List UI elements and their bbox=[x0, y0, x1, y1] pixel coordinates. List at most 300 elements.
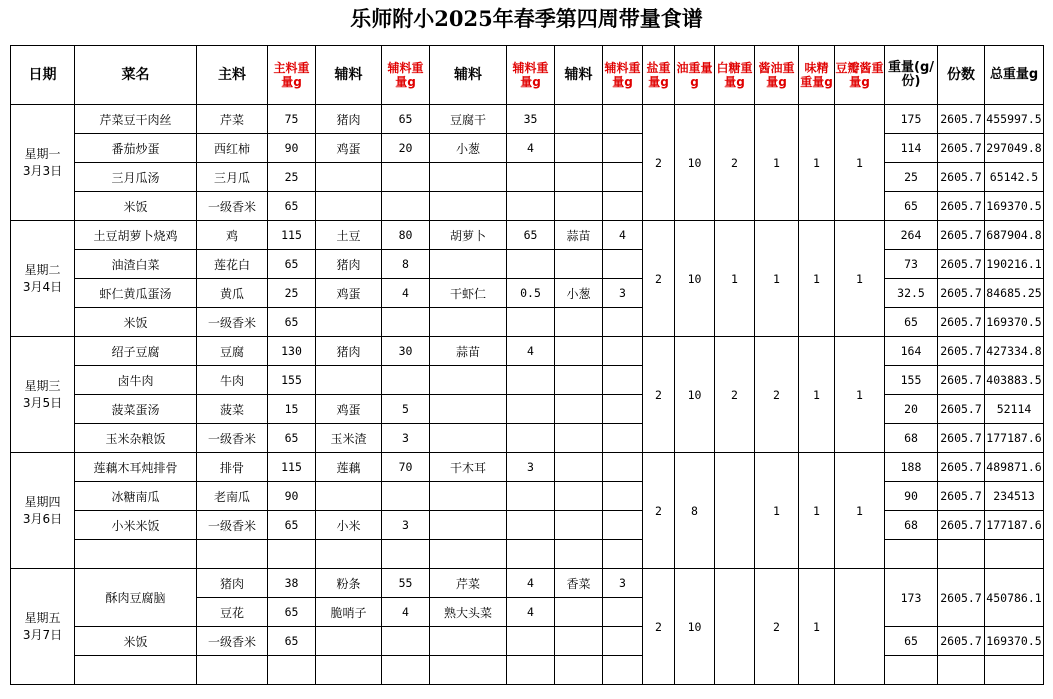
aux2-weight: 4 bbox=[507, 569, 555, 598]
aux1-ingredient bbox=[316, 366, 382, 395]
main-weight: 65 bbox=[268, 424, 316, 453]
aux2-weight bbox=[507, 395, 555, 424]
dish-name: 三月瓜汤 bbox=[75, 163, 197, 192]
aux2-ingredient bbox=[430, 511, 507, 540]
servings: 2605.7 bbox=[938, 424, 985, 453]
servings: 2605.7 bbox=[938, 134, 985, 163]
oil-weight: 10 bbox=[675, 221, 715, 337]
page-title: 乐师附小2025年春季第四周带量食谱 bbox=[350, 6, 703, 31]
aux1-weight: 8 bbox=[382, 250, 430, 279]
main-ingredient: 老南瓜 bbox=[197, 482, 268, 511]
aux1-ingredient bbox=[316, 540, 382, 569]
aux3-weight bbox=[603, 395, 643, 424]
sugar-weight bbox=[715, 453, 755, 569]
aux1-ingredient bbox=[316, 163, 382, 192]
total-weight: 177187.6 bbox=[985, 424, 1044, 453]
main-ingredient: 芹菜 bbox=[197, 105, 268, 134]
aux2-ingredient: 芹菜 bbox=[430, 569, 507, 598]
aux3-ingredient bbox=[555, 337, 603, 366]
aux1-weight: 3 bbox=[382, 511, 430, 540]
header-main: 主料 bbox=[197, 46, 268, 105]
aux2-weight: 4 bbox=[507, 337, 555, 366]
main-ingredient: 鸡 bbox=[197, 221, 268, 250]
header-soy: 酱油重量g bbox=[755, 46, 799, 105]
aux3-weight bbox=[603, 511, 643, 540]
aux3-ingredient bbox=[555, 482, 603, 511]
main-ingredient: 一级香米 bbox=[197, 192, 268, 221]
main-ingredient: 一级香米 bbox=[197, 511, 268, 540]
dish-name: 绍子豆腐 bbox=[75, 337, 197, 366]
aux3-ingredient bbox=[555, 366, 603, 395]
menu-table bbox=[10, 45, 1044, 685]
msg-weight: 1 bbox=[799, 337, 835, 453]
aux3-weight bbox=[603, 482, 643, 511]
aux1-ingredient bbox=[316, 308, 382, 337]
table-row bbox=[11, 279, 1044, 308]
servings: 2605.7 bbox=[938, 308, 985, 337]
aux3-ingredient bbox=[555, 163, 603, 192]
portion-weight: 155 bbox=[885, 366, 938, 395]
aux1-weight: 65 bbox=[382, 105, 430, 134]
header-dish: 菜名 bbox=[75, 46, 197, 105]
aux1-weight: 55 bbox=[382, 569, 430, 598]
msg-weight: 1 bbox=[799, 105, 835, 221]
servings: 2605.7 bbox=[938, 453, 985, 482]
main-weight bbox=[268, 540, 316, 569]
servings: 2605.7 bbox=[938, 221, 985, 250]
portion-weight: 73 bbox=[885, 250, 938, 279]
portion-weight: 68 bbox=[885, 511, 938, 540]
aux2-weight: 35 bbox=[507, 105, 555, 134]
sugar-weight: 2 bbox=[715, 105, 755, 221]
dish-name: 卤牛肉 bbox=[75, 366, 197, 395]
dish-name: 酥肉豆腐脑 bbox=[75, 569, 197, 627]
main-weight: 65 bbox=[268, 308, 316, 337]
total-weight: 169370.5 bbox=[985, 192, 1044, 221]
header-oil: 油重量g bbox=[675, 46, 715, 105]
table-row bbox=[11, 569, 1044, 598]
aux2-ingredient bbox=[430, 163, 507, 192]
servings: 2605.7 bbox=[938, 569, 985, 627]
aux2-ingredient bbox=[430, 250, 507, 279]
aux3-ingredient bbox=[555, 192, 603, 221]
aux2-weight: 65 bbox=[507, 221, 555, 250]
aux1-weight bbox=[382, 192, 430, 221]
aux2-weight bbox=[507, 627, 555, 656]
aux1-ingredient bbox=[316, 482, 382, 511]
aux2-weight bbox=[507, 163, 555, 192]
total-weight: 169370.5 bbox=[985, 627, 1044, 656]
aux2-weight: 4 bbox=[507, 598, 555, 627]
aux2-ingredient bbox=[430, 366, 507, 395]
aux2-weight bbox=[507, 192, 555, 221]
table-row bbox=[11, 308, 1044, 337]
day-cell bbox=[11, 569, 75, 685]
portion-weight: 175 bbox=[885, 105, 938, 134]
total-weight: 52114 bbox=[985, 395, 1044, 424]
aux2-ingredient bbox=[430, 395, 507, 424]
dish-name: 小米米饭 bbox=[75, 511, 197, 540]
portion-weight bbox=[885, 540, 938, 569]
soy-sauce-weight: 2 bbox=[755, 337, 799, 453]
main-weight: 90 bbox=[268, 482, 316, 511]
aux2-weight bbox=[507, 656, 555, 685]
aux3-ingredient bbox=[555, 250, 603, 279]
salt-weight: 2 bbox=[643, 569, 675, 685]
aux3-ingredient: 蒜苗 bbox=[555, 221, 603, 250]
aux2-ingredient bbox=[430, 308, 507, 337]
dish-name: 虾仁黄瓜蛋汤 bbox=[75, 279, 197, 308]
sugar-weight: 2 bbox=[715, 337, 755, 453]
total-weight: 489871.6 bbox=[985, 453, 1044, 482]
table-row bbox=[11, 453, 1044, 482]
aux2-weight bbox=[507, 250, 555, 279]
total-weight: 450786.1 bbox=[985, 569, 1044, 627]
aux3-weight bbox=[603, 337, 643, 366]
servings: 2605.7 bbox=[938, 395, 985, 424]
portion-weight: 20 bbox=[885, 395, 938, 424]
aux3-ingredient bbox=[555, 105, 603, 134]
portion-weight: 65 bbox=[885, 308, 938, 337]
salt-weight: 2 bbox=[643, 221, 675, 337]
main-ingredient: 黄瓜 bbox=[197, 279, 268, 308]
aux3-weight bbox=[603, 598, 643, 627]
servings: 2605.7 bbox=[938, 279, 985, 308]
aux3-weight bbox=[603, 163, 643, 192]
aux3-weight bbox=[603, 540, 643, 569]
aux3-ingredient bbox=[555, 627, 603, 656]
header-servings: 份数 bbox=[938, 46, 985, 105]
aux1-weight bbox=[382, 627, 430, 656]
header-weight: 重量(g/份) bbox=[885, 46, 938, 105]
aux2-ingredient bbox=[430, 482, 507, 511]
aux1-weight: 4 bbox=[382, 598, 430, 627]
table-row bbox=[11, 105, 1044, 134]
total-weight: 190216.1 bbox=[985, 250, 1044, 279]
total-weight: 234513 bbox=[985, 482, 1044, 511]
aux3-weight bbox=[603, 453, 643, 482]
table-row bbox=[11, 337, 1044, 366]
weekday-label: 星期二 bbox=[24, 262, 61, 277]
weekday-label: 星期五 bbox=[24, 610, 61, 625]
aux2-weight: 0.5 bbox=[507, 279, 555, 308]
aux3-weight bbox=[603, 250, 643, 279]
portion-weight: 65 bbox=[885, 192, 938, 221]
aux1-weight: 4 bbox=[382, 279, 430, 308]
aux2-weight bbox=[507, 540, 555, 569]
aux3-ingredient bbox=[555, 598, 603, 627]
total-weight: 169370.5 bbox=[985, 308, 1044, 337]
table-row bbox=[11, 424, 1044, 453]
aux3-ingredient bbox=[555, 134, 603, 163]
table-row bbox=[11, 366, 1044, 395]
msg-weight: 1 bbox=[799, 569, 835, 685]
aux1-ingredient: 脆哨子 bbox=[316, 598, 382, 627]
main-weight: 65 bbox=[268, 192, 316, 221]
aux3-ingredient bbox=[555, 453, 603, 482]
dish-name: 油渣白菜 bbox=[75, 250, 197, 279]
salt-weight: 2 bbox=[643, 337, 675, 453]
header-salt: 盐重量g bbox=[643, 46, 675, 105]
aux1-ingredient bbox=[316, 656, 382, 685]
total-weight: 687904.8 bbox=[985, 221, 1044, 250]
table-row bbox=[11, 134, 1044, 163]
bean-paste-weight: 1 bbox=[835, 105, 885, 221]
aux2-weight bbox=[507, 424, 555, 453]
portion-weight: 25 bbox=[885, 163, 938, 192]
servings: 2605.7 bbox=[938, 511, 985, 540]
aux3-ingredient: 香菜 bbox=[555, 569, 603, 598]
aux2-ingredient bbox=[430, 656, 507, 685]
msg-weight: 1 bbox=[799, 453, 835, 569]
aux1-ingredient: 玉米渣 bbox=[316, 424, 382, 453]
soy-sauce-weight: 1 bbox=[755, 453, 799, 569]
main-weight: 90 bbox=[268, 134, 316, 163]
aux1-ingredient: 粉条 bbox=[316, 569, 382, 598]
day-cell bbox=[11, 453, 75, 569]
bean-paste-weight bbox=[835, 569, 885, 685]
salt-weight: 2 bbox=[643, 105, 675, 221]
aux3-ingredient bbox=[555, 656, 603, 685]
aux2-weight: 4 bbox=[507, 134, 555, 163]
main-weight: 65 bbox=[268, 627, 316, 656]
aux2-ingredient bbox=[430, 540, 507, 569]
aux3-weight: 3 bbox=[603, 279, 643, 308]
aux1-ingredient: 鸡蛋 bbox=[316, 279, 382, 308]
bean-paste-weight: 1 bbox=[835, 337, 885, 453]
main-weight: 15 bbox=[268, 395, 316, 424]
main-weight: 155 bbox=[268, 366, 316, 395]
servings: 2605.7 bbox=[938, 105, 985, 134]
portion-weight: 90 bbox=[885, 482, 938, 511]
aux1-weight bbox=[382, 540, 430, 569]
aux3-weight bbox=[603, 656, 643, 685]
aux1-ingredient: 鸡蛋 bbox=[316, 395, 382, 424]
aux3-ingredient bbox=[555, 540, 603, 569]
aux2-ingredient: 熟大头菜 bbox=[430, 598, 507, 627]
main-ingredient: 西红柿 bbox=[197, 134, 268, 163]
servings bbox=[938, 540, 985, 569]
aux2-weight bbox=[507, 308, 555, 337]
servings: 2605.7 bbox=[938, 250, 985, 279]
portion-weight: 114 bbox=[885, 134, 938, 163]
bean-paste-weight: 1 bbox=[835, 221, 885, 337]
aux2-ingredient: 干木耳 bbox=[430, 453, 507, 482]
aux3-weight bbox=[603, 424, 643, 453]
main-ingredient: 三月瓜 bbox=[197, 163, 268, 192]
aux3-weight: 4 bbox=[603, 221, 643, 250]
aux3-weight: 3 bbox=[603, 569, 643, 598]
aux1-ingredient: 猪肉 bbox=[316, 250, 382, 279]
soy-sauce-weight: 2 bbox=[755, 569, 799, 685]
dish-name: 莲藕木耳炖排骨 bbox=[75, 453, 197, 482]
dish-name bbox=[75, 540, 197, 569]
header-sugar: 白糖重量g bbox=[715, 46, 755, 105]
aux3-ingredient bbox=[555, 395, 603, 424]
portion-weight: 65 bbox=[885, 627, 938, 656]
servings: 2605.7 bbox=[938, 366, 985, 395]
header-msg: 味精重量g bbox=[799, 46, 835, 105]
table-row bbox=[11, 395, 1044, 424]
main-ingredient: 排骨 bbox=[197, 453, 268, 482]
aux2-weight bbox=[507, 366, 555, 395]
oil-weight: 10 bbox=[675, 569, 715, 685]
aux1-weight bbox=[382, 482, 430, 511]
day-cell bbox=[11, 337, 75, 453]
aux1-ingredient: 莲藕 bbox=[316, 453, 382, 482]
table-row bbox=[11, 540, 1044, 569]
main-ingredient: 牛肉 bbox=[197, 366, 268, 395]
main-ingredient: 一级香米 bbox=[197, 424, 268, 453]
aux2-weight bbox=[507, 511, 555, 540]
total-weight: 455997.5 bbox=[985, 105, 1044, 134]
dish-name: 番茄炒蛋 bbox=[75, 134, 197, 163]
aux3-weight bbox=[603, 308, 643, 337]
table-row bbox=[11, 627, 1044, 656]
dish-name: 冰糖南瓜 bbox=[75, 482, 197, 511]
aux2-weight bbox=[507, 482, 555, 511]
portion-weight: 264 bbox=[885, 221, 938, 250]
total-weight: 65142.5 bbox=[985, 163, 1044, 192]
date-label: 3月6日 bbox=[22, 511, 63, 526]
total-weight: 403883.5 bbox=[985, 366, 1044, 395]
aux1-ingredient: 猪肉 bbox=[316, 337, 382, 366]
total-weight: 177187.6 bbox=[985, 511, 1044, 540]
header-aux1-weight: 辅料重量g bbox=[382, 46, 430, 105]
aux1-weight: 70 bbox=[382, 453, 430, 482]
servings: 2605.7 bbox=[938, 627, 985, 656]
aux2-weight: 3 bbox=[507, 453, 555, 482]
servings: 2605.7 bbox=[938, 337, 985, 366]
dish-name bbox=[75, 656, 197, 685]
main-ingredient: 菠菜 bbox=[197, 395, 268, 424]
main-weight: 65 bbox=[268, 598, 316, 627]
header-aux3: 辅料 bbox=[555, 46, 603, 105]
main-ingredient bbox=[197, 656, 268, 685]
portion-weight: 173 bbox=[885, 569, 938, 627]
total-weight: 84685.25 bbox=[985, 279, 1044, 308]
aux2-ingredient bbox=[430, 192, 507, 221]
dish-name: 玉米杂粮饭 bbox=[75, 424, 197, 453]
table-row bbox=[11, 656, 1044, 685]
aux3-weight bbox=[603, 192, 643, 221]
header-aux1: 辅料 bbox=[316, 46, 382, 105]
aux3-weight bbox=[603, 366, 643, 395]
aux2-ingredient: 蒜苗 bbox=[430, 337, 507, 366]
portion-weight: 32.5 bbox=[885, 279, 938, 308]
date-label: 3月4日 bbox=[22, 279, 63, 294]
aux3-ingredient bbox=[555, 308, 603, 337]
main-ingredient: 一级香米 bbox=[197, 308, 268, 337]
oil-weight: 10 bbox=[675, 337, 715, 453]
aux3-weight bbox=[603, 134, 643, 163]
day-cell bbox=[11, 105, 75, 221]
total-weight bbox=[985, 540, 1044, 569]
main-weight: 115 bbox=[268, 221, 316, 250]
servings: 2605.7 bbox=[938, 163, 985, 192]
aux1-weight: 80 bbox=[382, 221, 430, 250]
aux1-weight bbox=[382, 656, 430, 685]
aux2-ingredient: 胡萝卜 bbox=[430, 221, 507, 250]
date-label: 3月3日 bbox=[22, 163, 63, 178]
header-total: 总重量g bbox=[985, 46, 1044, 105]
main-ingredient: 一级香米 bbox=[197, 627, 268, 656]
total-weight: 427334.8 bbox=[985, 337, 1044, 366]
total-weight bbox=[985, 656, 1044, 685]
aux1-ingredient: 猪肉 bbox=[316, 105, 382, 134]
table-row bbox=[11, 511, 1044, 540]
header-aux2: 辅料 bbox=[430, 46, 507, 105]
aux1-ingredient bbox=[316, 192, 382, 221]
dish-name: 米饭 bbox=[75, 627, 197, 656]
soy-sauce-weight: 1 bbox=[755, 221, 799, 337]
main-ingredient: 莲花白 bbox=[197, 250, 268, 279]
dish-name: 米饭 bbox=[75, 192, 197, 221]
aux1-weight bbox=[382, 366, 430, 395]
aux2-ingredient: 豆腐干 bbox=[430, 105, 507, 134]
aux2-ingredient bbox=[430, 627, 507, 656]
servings: 2605.7 bbox=[938, 192, 985, 221]
aux1-ingredient bbox=[316, 627, 382, 656]
soy-sauce-weight: 1 bbox=[755, 105, 799, 221]
table-row bbox=[11, 250, 1044, 279]
aux1-weight bbox=[382, 163, 430, 192]
day-cell bbox=[11, 221, 75, 337]
oil-weight: 10 bbox=[675, 105, 715, 221]
aux3-ingredient bbox=[555, 511, 603, 540]
main-weight bbox=[268, 656, 316, 685]
aux3-ingredient bbox=[555, 424, 603, 453]
main-weight: 115 bbox=[268, 453, 316, 482]
dish-name: 米饭 bbox=[75, 308, 197, 337]
date-label: 3月5日 bbox=[22, 395, 63, 410]
msg-weight: 1 bbox=[799, 221, 835, 337]
table-row bbox=[11, 163, 1044, 192]
dish-name: 菠菜蛋汤 bbox=[75, 395, 197, 424]
date-label: 3月7日 bbox=[22, 627, 63, 642]
aux1-weight: 5 bbox=[382, 395, 430, 424]
main-weight: 38 bbox=[268, 569, 316, 598]
servings bbox=[938, 656, 985, 685]
dish-name: 芹菜豆干肉丝 bbox=[75, 105, 197, 134]
sugar-weight bbox=[715, 569, 755, 685]
main-weight: 25 bbox=[268, 163, 316, 192]
portion-weight: 188 bbox=[885, 453, 938, 482]
weekday-label: 星期三 bbox=[24, 378, 61, 393]
main-ingredient bbox=[197, 540, 268, 569]
aux1-weight bbox=[382, 308, 430, 337]
header-main-weight: 主料重量g bbox=[268, 46, 316, 105]
table-row bbox=[11, 221, 1044, 250]
header-row bbox=[11, 46, 1044, 105]
main-weight: 65 bbox=[268, 511, 316, 540]
aux3-weight bbox=[603, 105, 643, 134]
aux1-ingredient: 鸡蛋 bbox=[316, 134, 382, 163]
oil-weight: 8 bbox=[675, 453, 715, 569]
sugar-weight: 1 bbox=[715, 221, 755, 337]
aux3-weight bbox=[603, 627, 643, 656]
portion-weight bbox=[885, 656, 938, 685]
aux2-ingredient: 干虾仁 bbox=[430, 279, 507, 308]
weekday-label: 星期四 bbox=[24, 494, 61, 509]
aux2-ingredient bbox=[430, 424, 507, 453]
header-aux3-weight: 辅料重量g bbox=[603, 46, 643, 105]
weekday-label: 星期一 bbox=[24, 146, 61, 161]
aux3-ingredient: 小葱 bbox=[555, 279, 603, 308]
aux1-ingredient: 土豆 bbox=[316, 221, 382, 250]
dish-name: 土豆胡萝卜烧鸡 bbox=[75, 221, 197, 250]
servings: 2605.7 bbox=[938, 482, 985, 511]
